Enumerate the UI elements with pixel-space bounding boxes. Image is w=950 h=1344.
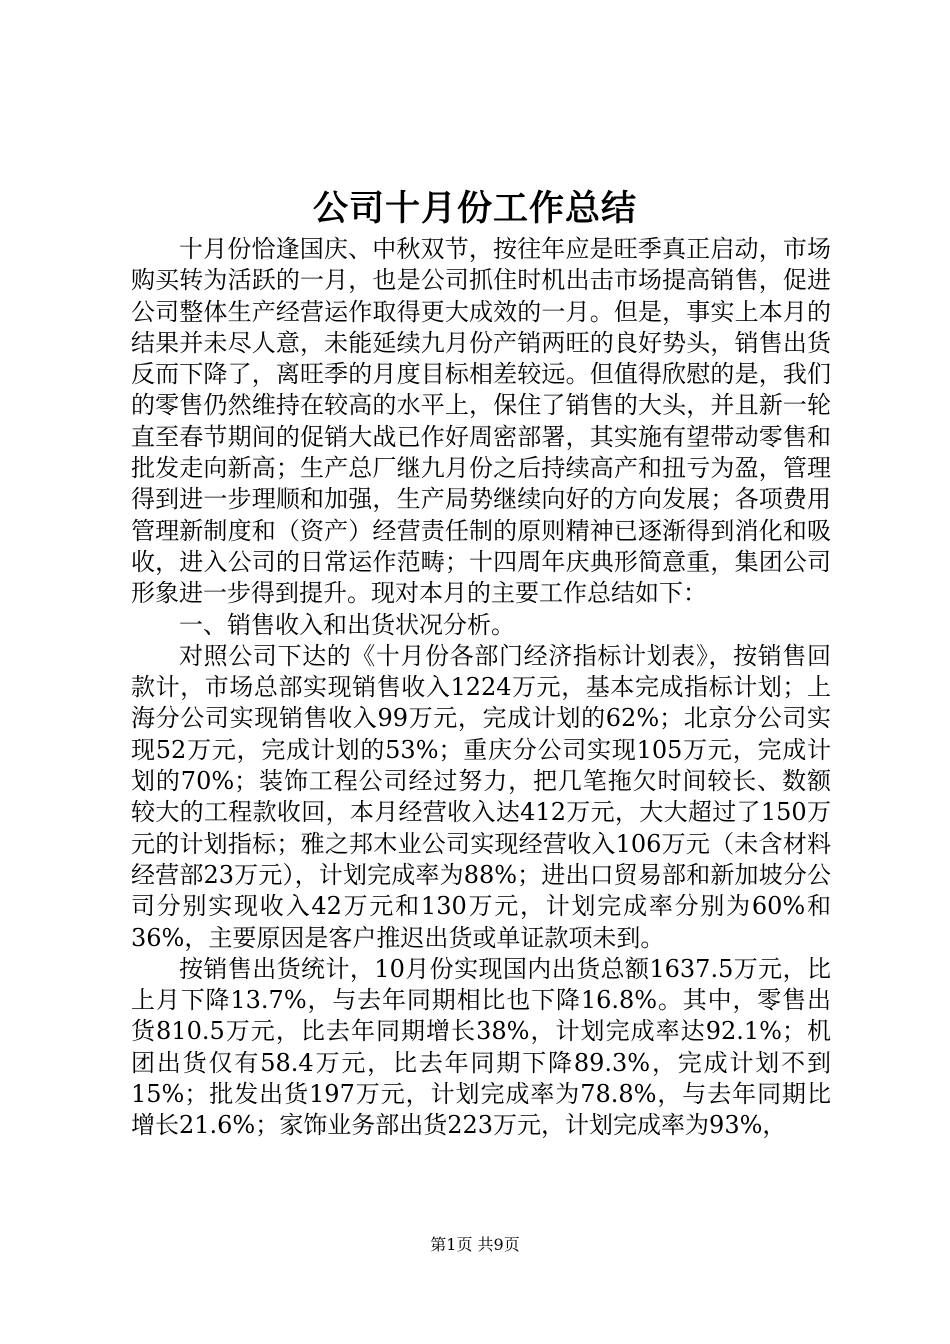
paragraph-sales-revenue: 对照公司下达的《十月份各部门经济指标计划表》，按销售回款计，市场总部实现销售收入1224万元，基本完成指标计划；上海分公司实现销售收入99万元，完成计划的62%；北京分公司实现52万元，完成计划的53%；重庆分公司实现105万元，完成计划的70%；装饰工程公司经过努力，把几笔拖欠时间较长、数额较大的工程款收回，本月经营收入达412万元，大大超过了150万元的计划指标；雅之邦木业公司实现经营收入106万元（未含材料经营部23万元），计划完成率为88%；进出口贸易部和新加坡分公司分别实现收入42万元和130万元，计划完成率分别为60%和36%，主要原因是客户推迟出货或单证款项未到。 bbox=[131, 641, 831, 952]
page-number-footer: 第1页 共9页 bbox=[430, 1235, 520, 1254]
paragraph-shipments: 按销售出货统计，10月份实现国内出货总额1637.5万元，比上月下降13.7%，与去年同期相比也下降16.8%。其中，零售出货810.5万元，比去年同期增长38%，计划完成率达92.1%；机团出货仅有58.4万元，比去年同期下降89.3%，完成计划不到15%；批发出货197万元，计划完成率为78.8%，与去年同期比增长21.6%；家饰业务部出货223万元，计划完成率为93%， bbox=[131, 954, 831, 1140]
document-title: 公司十月份工作总结 bbox=[312, 188, 637, 229]
paragraph-intro: 十月份恰逢国庆、中秋双节，按往年应是旺季真正启动，市场购买转为活跃的一月，也是公司抓住时机出击市场提高销售，促进公司整体生产经营运作取得更大成效的一月。但是，事实上本月的结果并未尽人意，未能延续九月份产销两旺的良好势头，销售出货反而下降了，离旺季的月度目标相差较远。但值得欣慰的是，我们的零售仍然维持在较高的水平上，保住了销售的大头，并且新一轮直至春节期间的促销大战已作好周密部署，其实施有望带动零售和批发走向新高；生产总厂继九月份之后持续高产和扭亏为盈，管理得到进一步理顺和加强，生产局势继续向好的方向发展；各项费用管理新制度和（资产）经营责任制的原则精神已逐渐得到消化和吸收，进入公司的日常运作范畴；十四周年庆典形简意重，集团公司形象进一步得到提升。现对本月的主要工作总结如下： bbox=[131, 235, 831, 608]
section-heading-sales: 一、销售收入和出货状况分析。 bbox=[179, 610, 515, 639]
document-body bbox=[131, 234, 831, 1142]
